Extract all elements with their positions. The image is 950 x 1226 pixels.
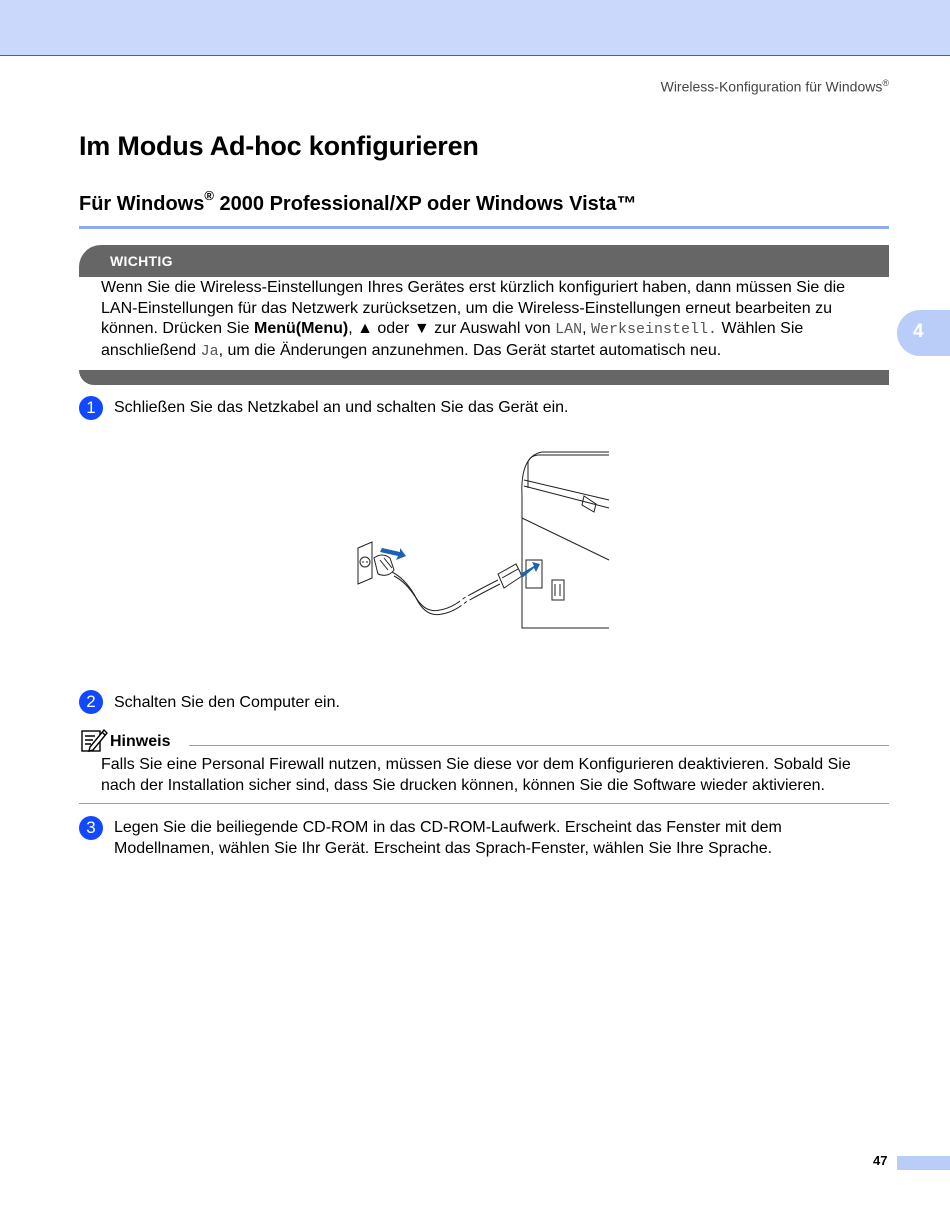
- power-cable-illustration: [352, 448, 612, 632]
- important-heading: WICHTIG: [110, 253, 173, 269]
- step-3-badge: 3: [79, 816, 103, 840]
- step-1-text: Schließen Sie das Netzkabel an und schalten Sie das Gerät ein.: [114, 399, 569, 416]
- page-number-band: [897, 1156, 950, 1170]
- running-header: Wireless-Konfiguration für Windows®: [660, 78, 889, 95]
- page-title: Im Modus Ad-hoc konfigurieren: [79, 131, 479, 161]
- step-3-text: Legen Sie die beiliegende CD-ROM in das CD-ROM-Laufwerk. Erscheint das Fenster mit dem Modellnamen, wählen Sie Ihr Gerät. Erscheint das Sprach-Fenster, wählen Sie Ihre Sprache.: [114, 819, 782, 857]
- note-rule-bottom: [79, 803, 889, 804]
- connect-arrow-icon: [520, 562, 540, 578]
- note-label: Hinweis: [110, 733, 171, 750]
- chapter-tab: [897, 310, 950, 356]
- section-title: Für Windows® 2000 Professional/XP oder Windows Vista™: [79, 188, 637, 215]
- step-2-text: Schalten Sie den Computer ein.: [114, 694, 340, 711]
- section-rule: [79, 226, 889, 229]
- page-number: 47: [873, 1153, 888, 1168]
- step-2-badge: 2: [79, 690, 103, 714]
- important-box-footer: [79, 370, 889, 385]
- important-body: Wenn Sie die Wireless-Einstellungen Ihres Gerätes erst kürzlich konfiguriert haben, dann müssen Sie die LAN-Einstellungen für das Netzwerk zurücksetzen, um die Wireless-Einstellungen erneut bearbeiten zu können. Drücken Sie Menü(Menu), ▲ oder ▼ zur Auswahl von LAN, Werkseinstell. Wählen Sie anschließend Ja, um die Änderungen anzunehmen. Das Gerät startet automatisch neu.: [101, 279, 846, 360]
- note-body: Falls Sie eine Personal Firewall nutzen, müssen Sie diese vor dem Konfigurieren deaktivieren. Sobald Sie nach der Installation sicher sind, dass Sie drucken können, können Sie die Software wieder aktivieren.: [101, 756, 851, 794]
- step-1-badge: 1: [79, 396, 103, 420]
- chapter-number: 4: [913, 321, 924, 342]
- top-band: [0, 0, 950, 56]
- note-pencil-icon: [80, 727, 108, 753]
- note-rule-top: [189, 745, 889, 746]
- important-box-header: [79, 245, 889, 277]
